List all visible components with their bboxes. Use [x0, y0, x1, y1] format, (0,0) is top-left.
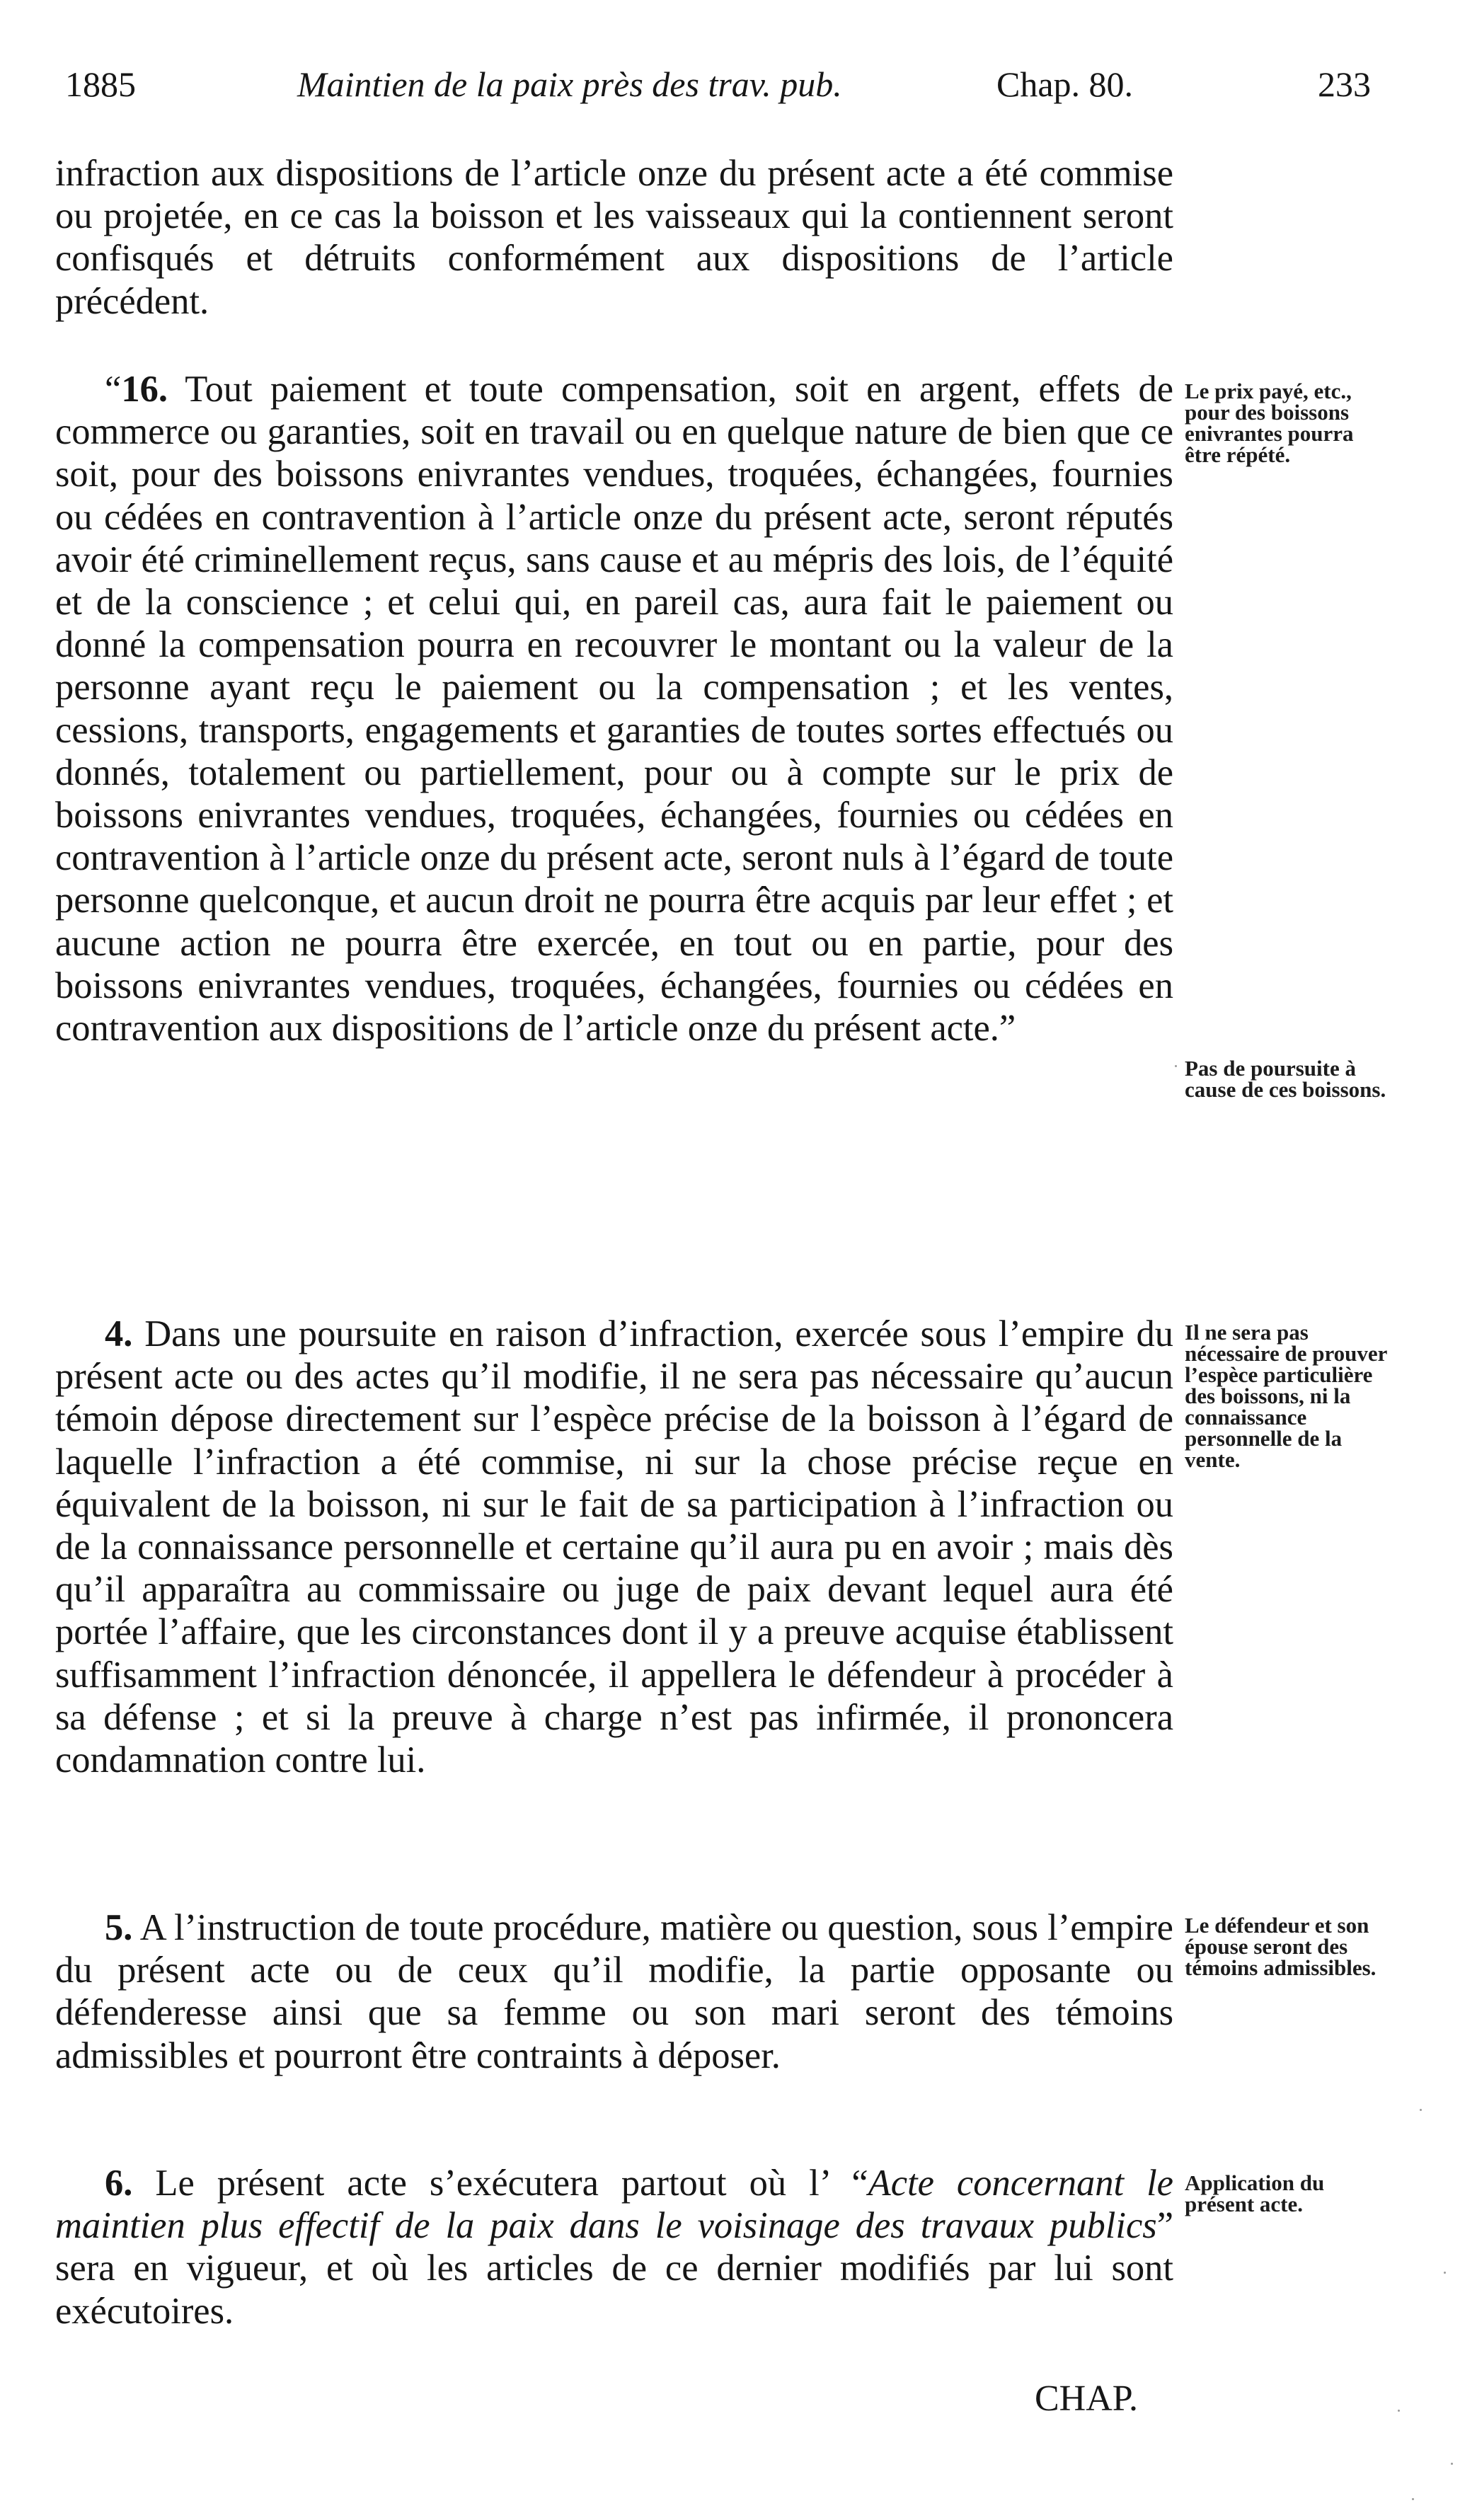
paper-speck — [1451, 2463, 1453, 2465]
section-number: 16. — [121, 369, 168, 410]
marginal-note-text: Il ne sera pas nécessaire de prouver l’espèce particulière des boissons, ni la connaissance personnelle de la vente. — [1185, 1320, 1387, 1472]
paper-speck — [1444, 2272, 1446, 2274]
paragraph — [55, 1906, 1173, 2077]
act-title: Acte concernant le maintien plus effectif de la paix dans le voisinage des travaux publics — [55, 2163, 1173, 2247]
catchword: CHAP. — [1035, 2378, 1138, 2419]
paragraph-text: Le présent acte s’exécutera partout où l’ “ — [132, 2163, 868, 2204]
marginal-note — [1185, 1322, 1390, 1471]
section-5 — [55, 1906, 1173, 2077]
marginal-note — [1185, 381, 1390, 466]
marginal-note — [1185, 1058, 1390, 1100]
header-year: 1885 — [65, 64, 136, 104]
paragraph — [55, 2162, 1173, 2332]
paper-speck — [1398, 2410, 1400, 2412]
header-title: Maintien de la paix près des trav. pub. — [297, 64, 842, 104]
section-number: 5. — [105, 1907, 133, 1948]
paragraph-text: A l’instruction de toute procédure, matière ou question, sous l’empire du présent acte ou de ceux qu’il modifie, la partie opposante ou défenderesse ainsi que sa femme ou son mari seront des témoins admissibles et pourront être contraints à déposer. — [55, 1907, 1173, 2076]
marginal-note-text: Pas de poursuite à cause de ces boissons. — [1185, 1056, 1386, 1102]
running-header — [0, 64, 1477, 120]
paper-speck — [1412, 2498, 1414, 2500]
section-number: 4. — [105, 1313, 133, 1354]
open-quote: “ — [105, 369, 122, 410]
paragraph — [55, 1313, 1173, 1781]
paragraph-text: Dans une poursuite en raison d’infraction, exercée sous l’empire du présent acte ou des actes qu’il modifie, il ne sera pas nécessaire qu’aucun témoin dépose directement sur l’espèce précise de la boisson à l’égard de laquelle l’infraction a été commise, ni sur la chose précise reçue en équivalent de la boisson, ni sur le fait de sa participation à l’infraction ou de la connaissance personnelle et certaine qu’il aura pu en avoir ; mais dès qu’il apparaîtra au commissaire ou juge de paix devant lequel aura été portée l’affaire, que les circonstances dont il y a preuve acquise établissent suffisamment l’infraction dénoncée, il appellera le défendeur à procéder à sa défense ; et si la preuve à charge n’est pas infirmée, il prononcera condamnation contre lui. — [55, 1313, 1173, 1781]
section-16 — [55, 368, 1173, 1049]
marginal-note-text: Le défendeur et son épouse seront des témoins admissibles. — [1185, 1913, 1377, 1980]
section-4 — [55, 1313, 1173, 1781]
marginal-note-text: Le prix payé, etc., pour des boissons enivrantes pourra être répété. — [1185, 379, 1354, 467]
paragraph-continuation — [55, 152, 1173, 323]
paragraph-text: Tout paiement et toute compensation, soit en argent, effets de commerce ou garanties, soit en travail ou en quelque nature de bien que ce soit, pour des boissons enivrantes vendues, troquées, échangées, fournies ou cédées en contravention à l’article onze du présent acte, seront réputés avoir été criminellement reçus, sans cause et au mépris des lois, de l’équité et de la conscience ; et celui qui, en pareil cas, aura fait le paiement ou donné la compensation pourra en recouvrer le montant ou la valeur de la personne ayant reçu le paiement ou la compensation ; et les ventes, cessions, transports, engagements et garanties de toutes sortes effectués ou donnés, totalement ou partiellement, pour ou à compte sur le prix de boissons enivrantes vendues, troquées, échangées, fournies ou cédées en contravention à l’article onze du présent acte, seront nuls à l’égard de toute personne quelconque, et aucun droit ne pourra être acquis par leur effet ; et aucune action ne pourra être exercée, en tout ou en partie, pour des boissons enivrantes vendues, troquées, échangées, fournies ou cédées en contravention aux dispositions de l’article onze du présent acte.” — [55, 369, 1173, 1049]
marginal-note — [1185, 1915, 1390, 1979]
page-number: 233 — [1318, 64, 1371, 104]
paragraph-text: infraction aux dispositions de l’article onze du présent acte a été commise ou projetée, en ce cas la boisson et les vaisseaux qui la contiennent seront confisqués et détruits conformément aux dispositions de l’article précédent. — [55, 153, 1173, 322]
marginal-note-text: Application du présent acte. — [1185, 2170, 1325, 2216]
marginal-note — [1185, 2170, 1390, 2216]
paragraph — [55, 368, 1173, 1049]
header-chapter: Chap. 80. — [996, 64, 1134, 104]
paragraph-text: ” sera en vigueur, et où les articles de ce dernier modifiés par lui sont exécutoires. — [55, 2205, 1173, 2332]
paper-speck — [1175, 1065, 1177, 1067]
section-6 — [55, 2162, 1173, 2332]
section-number: 6. — [105, 2163, 133, 2204]
paper-speck — [1420, 2109, 1422, 2111]
